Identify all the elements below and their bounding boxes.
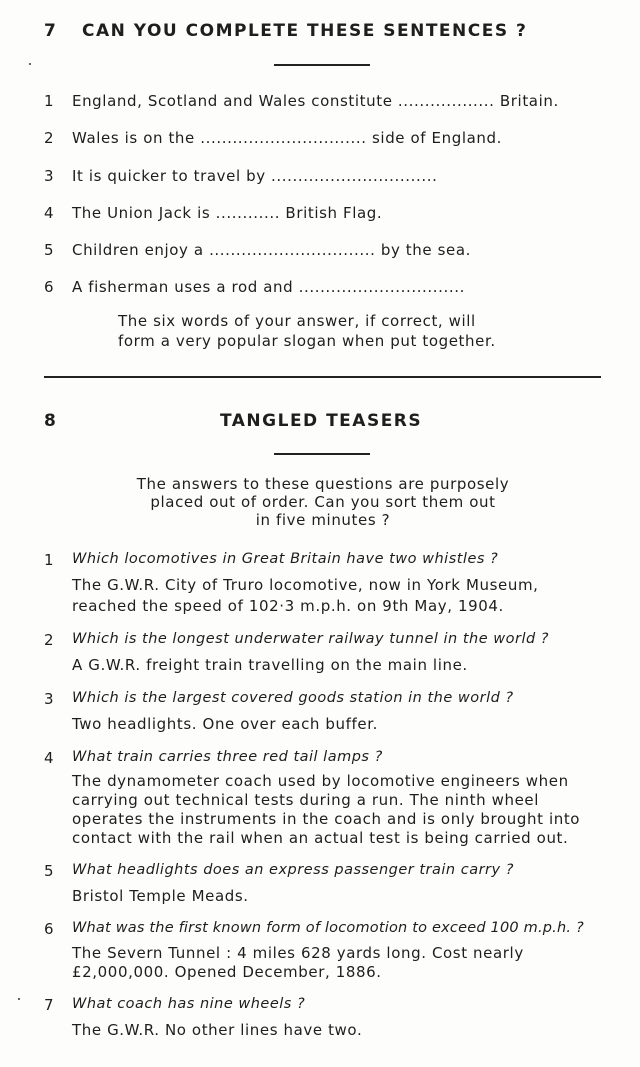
answer-line: contact with the rail when an actual test is being carried out. (72, 829, 569, 847)
sentence-text: Children enjoy a ............................... by the sea. (72, 241, 471, 259)
answer-line: £2,000,000. Opened December, 1886. (72, 963, 382, 981)
question-text: Which is the longest underwater railway tunnel in the world ? (72, 631, 549, 647)
print-speck (29, 63, 31, 65)
print-speck (18, 998, 20, 1000)
question-number: 3 (44, 690, 54, 708)
question-text: What train carries three red tail lamps ? (72, 749, 383, 765)
question-text: Which locomotives in Great Britain have two whistles ? (72, 551, 499, 567)
answer-line: The G.W.R. City of Truro locomotive, now in York Museum, (72, 576, 539, 594)
question-number: 4 (44, 749, 54, 767)
sentence-text: A fisherman uses a rod and ............................... (72, 278, 466, 296)
section-7-number: 7 (44, 21, 57, 41)
section-7-note-line-2: form a very popular slogan when put together. (118, 332, 496, 350)
answer-line: carrying out technical tests during a run. The ninth wheel (72, 791, 540, 809)
question-number: 2 (44, 631, 54, 649)
sentence-text: Wales is on the ............................... side of England. (72, 129, 502, 147)
sentence-text: The Union Jack is ............ British Flag. (72, 204, 383, 222)
section-8-intro-line-2: placed out of order. Can you sort them out (150, 493, 496, 511)
answer-line: The Severn Tunnel : 4 miles 628 yards long. Cost nearly (72, 944, 524, 962)
question-number: 5 (44, 862, 54, 880)
answer-line: A G.W.R. freight train travelling on the main line. (72, 656, 468, 674)
sentence-text: England, Scotland and Wales constitute .................. Britain. (72, 92, 559, 110)
question-text: What headlights does an express passenger train carry ? (72, 862, 514, 878)
section-8-title: TANGLED TEASERS (220, 411, 423, 431)
question-text: Which is the largest covered goods station in the world ? (72, 690, 514, 706)
question-number: 6 (44, 920, 54, 938)
sentence-number: 5 (44, 241, 54, 259)
question-number: 7 (44, 996, 54, 1014)
section-divider (44, 376, 601, 378)
section-8-number: 8 (44, 411, 57, 431)
section-7-title-rule (274, 64, 370, 66)
answer-line: reached the speed of 102·3 m.p.h. on 9th May, 1904. (72, 597, 504, 615)
section-7-title: CAN YOU COMPLETE THESE SENTENCES ? (82, 21, 528, 41)
answer-line: Bristol Temple Meads. (72, 887, 249, 905)
sentence-number: 1 (44, 92, 54, 110)
question-number: 1 (44, 551, 54, 569)
sentence-number: 6 (44, 278, 54, 296)
answer-line: Two headlights. One over each buffer. (72, 715, 378, 733)
section-7-note-line-1: The six words of your answer, if correct, will (118, 312, 476, 330)
question-text: What coach has nine wheels ? (72, 996, 306, 1012)
section-8-intro-line-1: The answers to these questions are purposely (136, 475, 510, 493)
sentence-number: 3 (44, 167, 54, 185)
answer-line: The G.W.R. No other lines have two. (72, 1021, 363, 1039)
section-8-intro-line-3: in five minutes ? (255, 511, 391, 529)
section-8-title-rule (274, 453, 370, 455)
answer-line: operates the instruments in the coach and is only brought into (72, 810, 581, 828)
sentence-text: It is quicker to travel by ............................... (72, 167, 438, 185)
answer-line: The dynamometer coach used by locomotive engineers when (72, 772, 569, 790)
sentence-number: 4 (44, 204, 54, 222)
sentence-number: 2 (44, 129, 54, 147)
question-text: What was the first known form of locomotion to exceed 100 m.p.h. ? (72, 920, 584, 936)
